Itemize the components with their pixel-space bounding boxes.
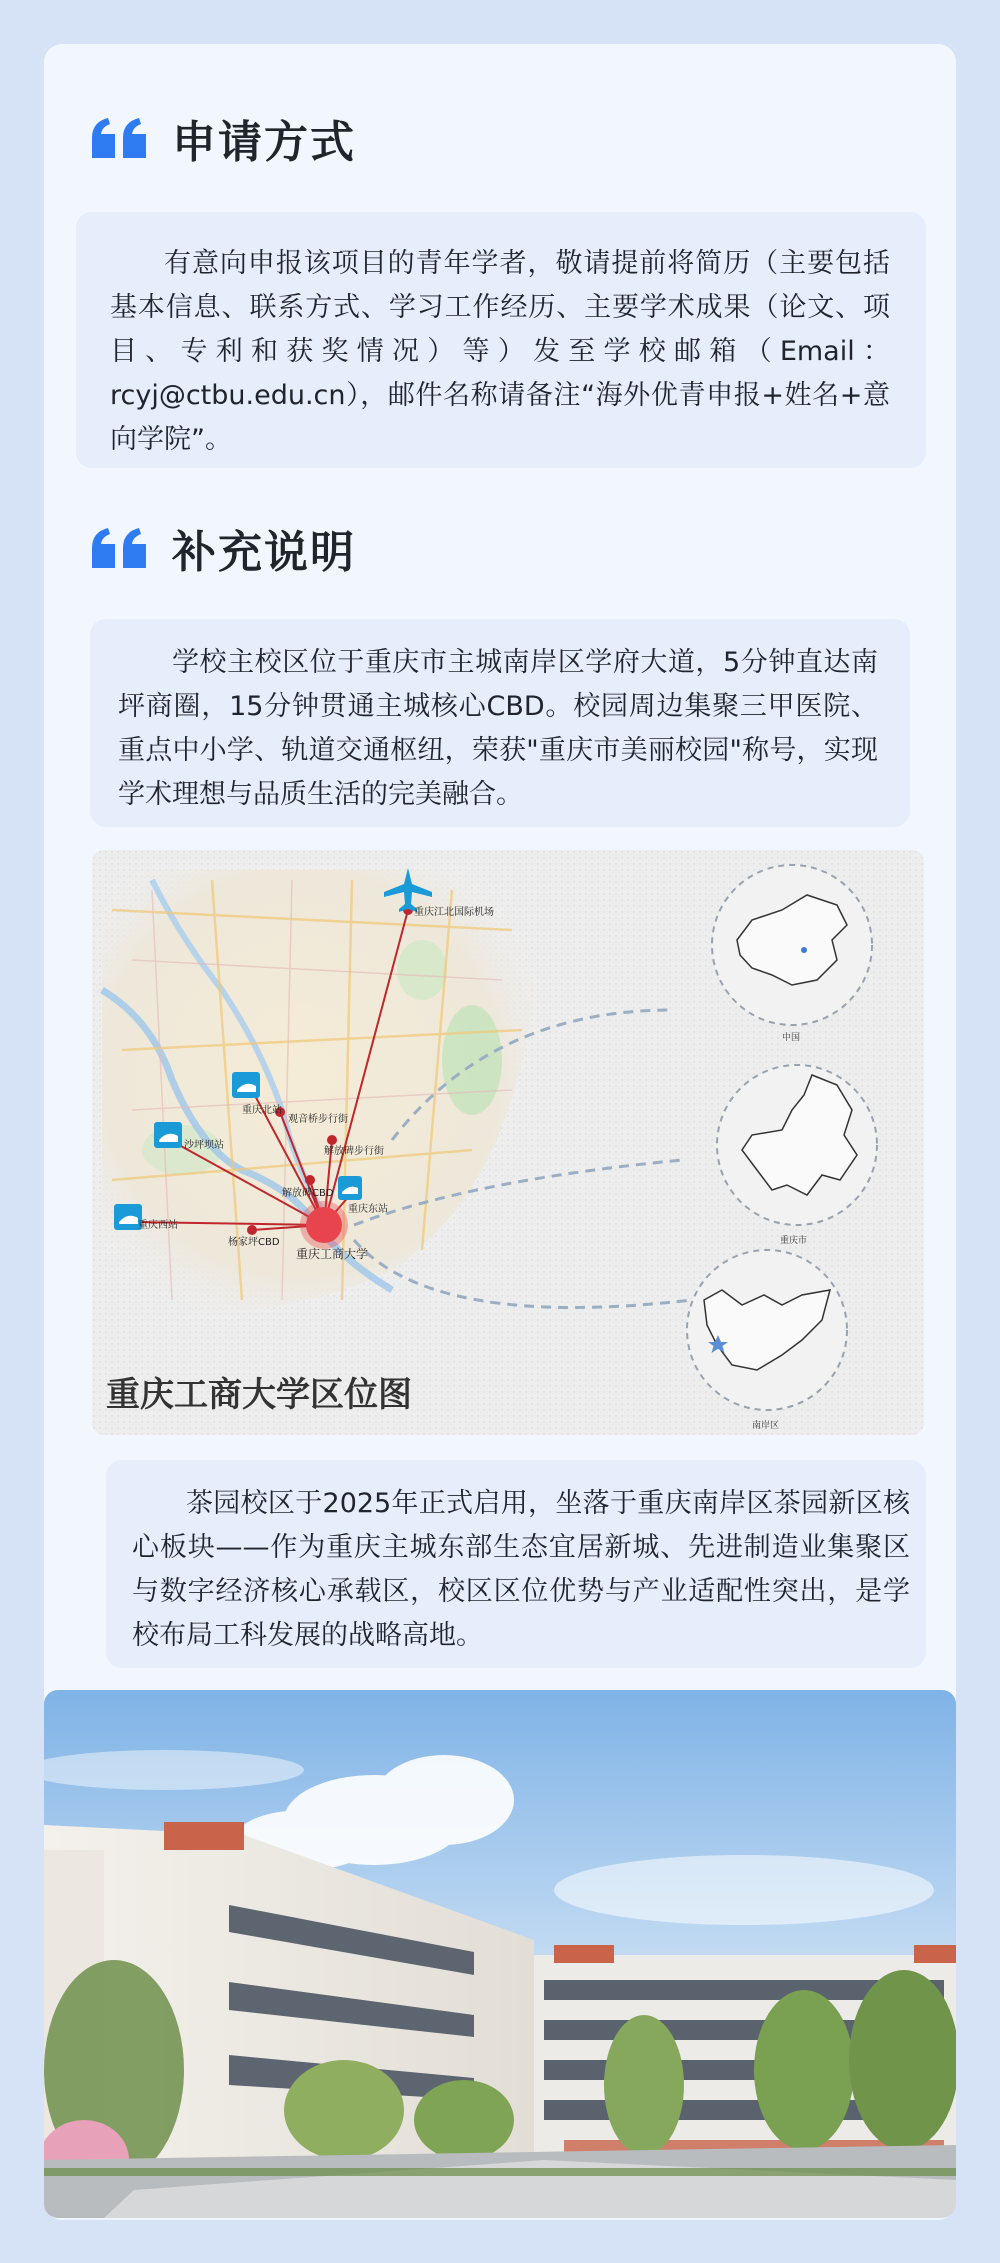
- train-icon: [232, 1072, 260, 1098]
- label-airport: 重庆江北国际机场: [414, 907, 494, 918]
- label-chongqing-east: 重庆东站: [348, 1204, 388, 1215]
- label-jiefangbei-cbd: 解放碑CBD: [282, 1188, 334, 1199]
- section-header-apply: [90, 106, 356, 170]
- label-campus: 重庆工商大学: [296, 1247, 369, 1261]
- label-china: 中国: [782, 1033, 801, 1043]
- chayuan-campus-text: 茶园校区于2025年正式启用，坐落于重庆南岸区茶园新区核心板块——作为重庆主城东部生态宜居新城、先进制造业集聚区与数字经济核心承载区，校区区位优势与产业适配性突出，是学校布局工科发展的战略高地。: [106, 1460, 926, 1668]
- label-chongqing-city: 重庆市: [780, 1236, 808, 1246]
- location-map: [92, 850, 924, 1435]
- main-campus-text: 学校主校区位于重庆市主城南岸区学府大道，5分钟直达南坪商圈，15分钟贯通主城核心CBD。校园周边集聚三甲医院、重点中小学、轨道交通枢纽，荣获"重庆市美丽校园"称号，实现学术理想与品质生活的完美融合。: [90, 619, 910, 827]
- train-icon: [338, 1176, 362, 1200]
- map-caption: 重庆工商大学区位图: [106, 1375, 412, 1415]
- label-guanyinqiao: 观音桥步行街: [288, 1114, 348, 1125]
- section-header-supplement: [90, 516, 356, 580]
- label-west-station: 重庆西站: [138, 1220, 178, 1231]
- label-north-station: 重庆北站: [242, 1105, 282, 1116]
- label-nanan: 南岸区: [752, 1421, 780, 1431]
- quote-icon: [90, 526, 150, 570]
- label-yangjiaping-cbd: 杨家坪CBD: [228, 1237, 280, 1248]
- section-title: 申请方式: [172, 117, 356, 168]
- label-jiefangbei: 解放碑步行街: [324, 1146, 384, 1157]
- campus-photo: [44, 1690, 956, 2218]
- train-icon: [154, 1122, 182, 1148]
- section-title: 补充说明: [172, 527, 356, 578]
- apply-method-text: 有意向申报该项目的青年学者，敬请提前将简历（主要包括基本信息、联系方式、学习工作经历、主要学术成果（论文、项目、专利和获奖情况）等）发至学校邮箱（Email：rcyj@ctbu.edu.cn），邮件名称请备注“海外优青申报+姓名+意向学院”。: [76, 212, 926, 468]
- label-shapingba-station: 沙坪坝站: [184, 1140, 224, 1151]
- quote-icon: [90, 116, 150, 160]
